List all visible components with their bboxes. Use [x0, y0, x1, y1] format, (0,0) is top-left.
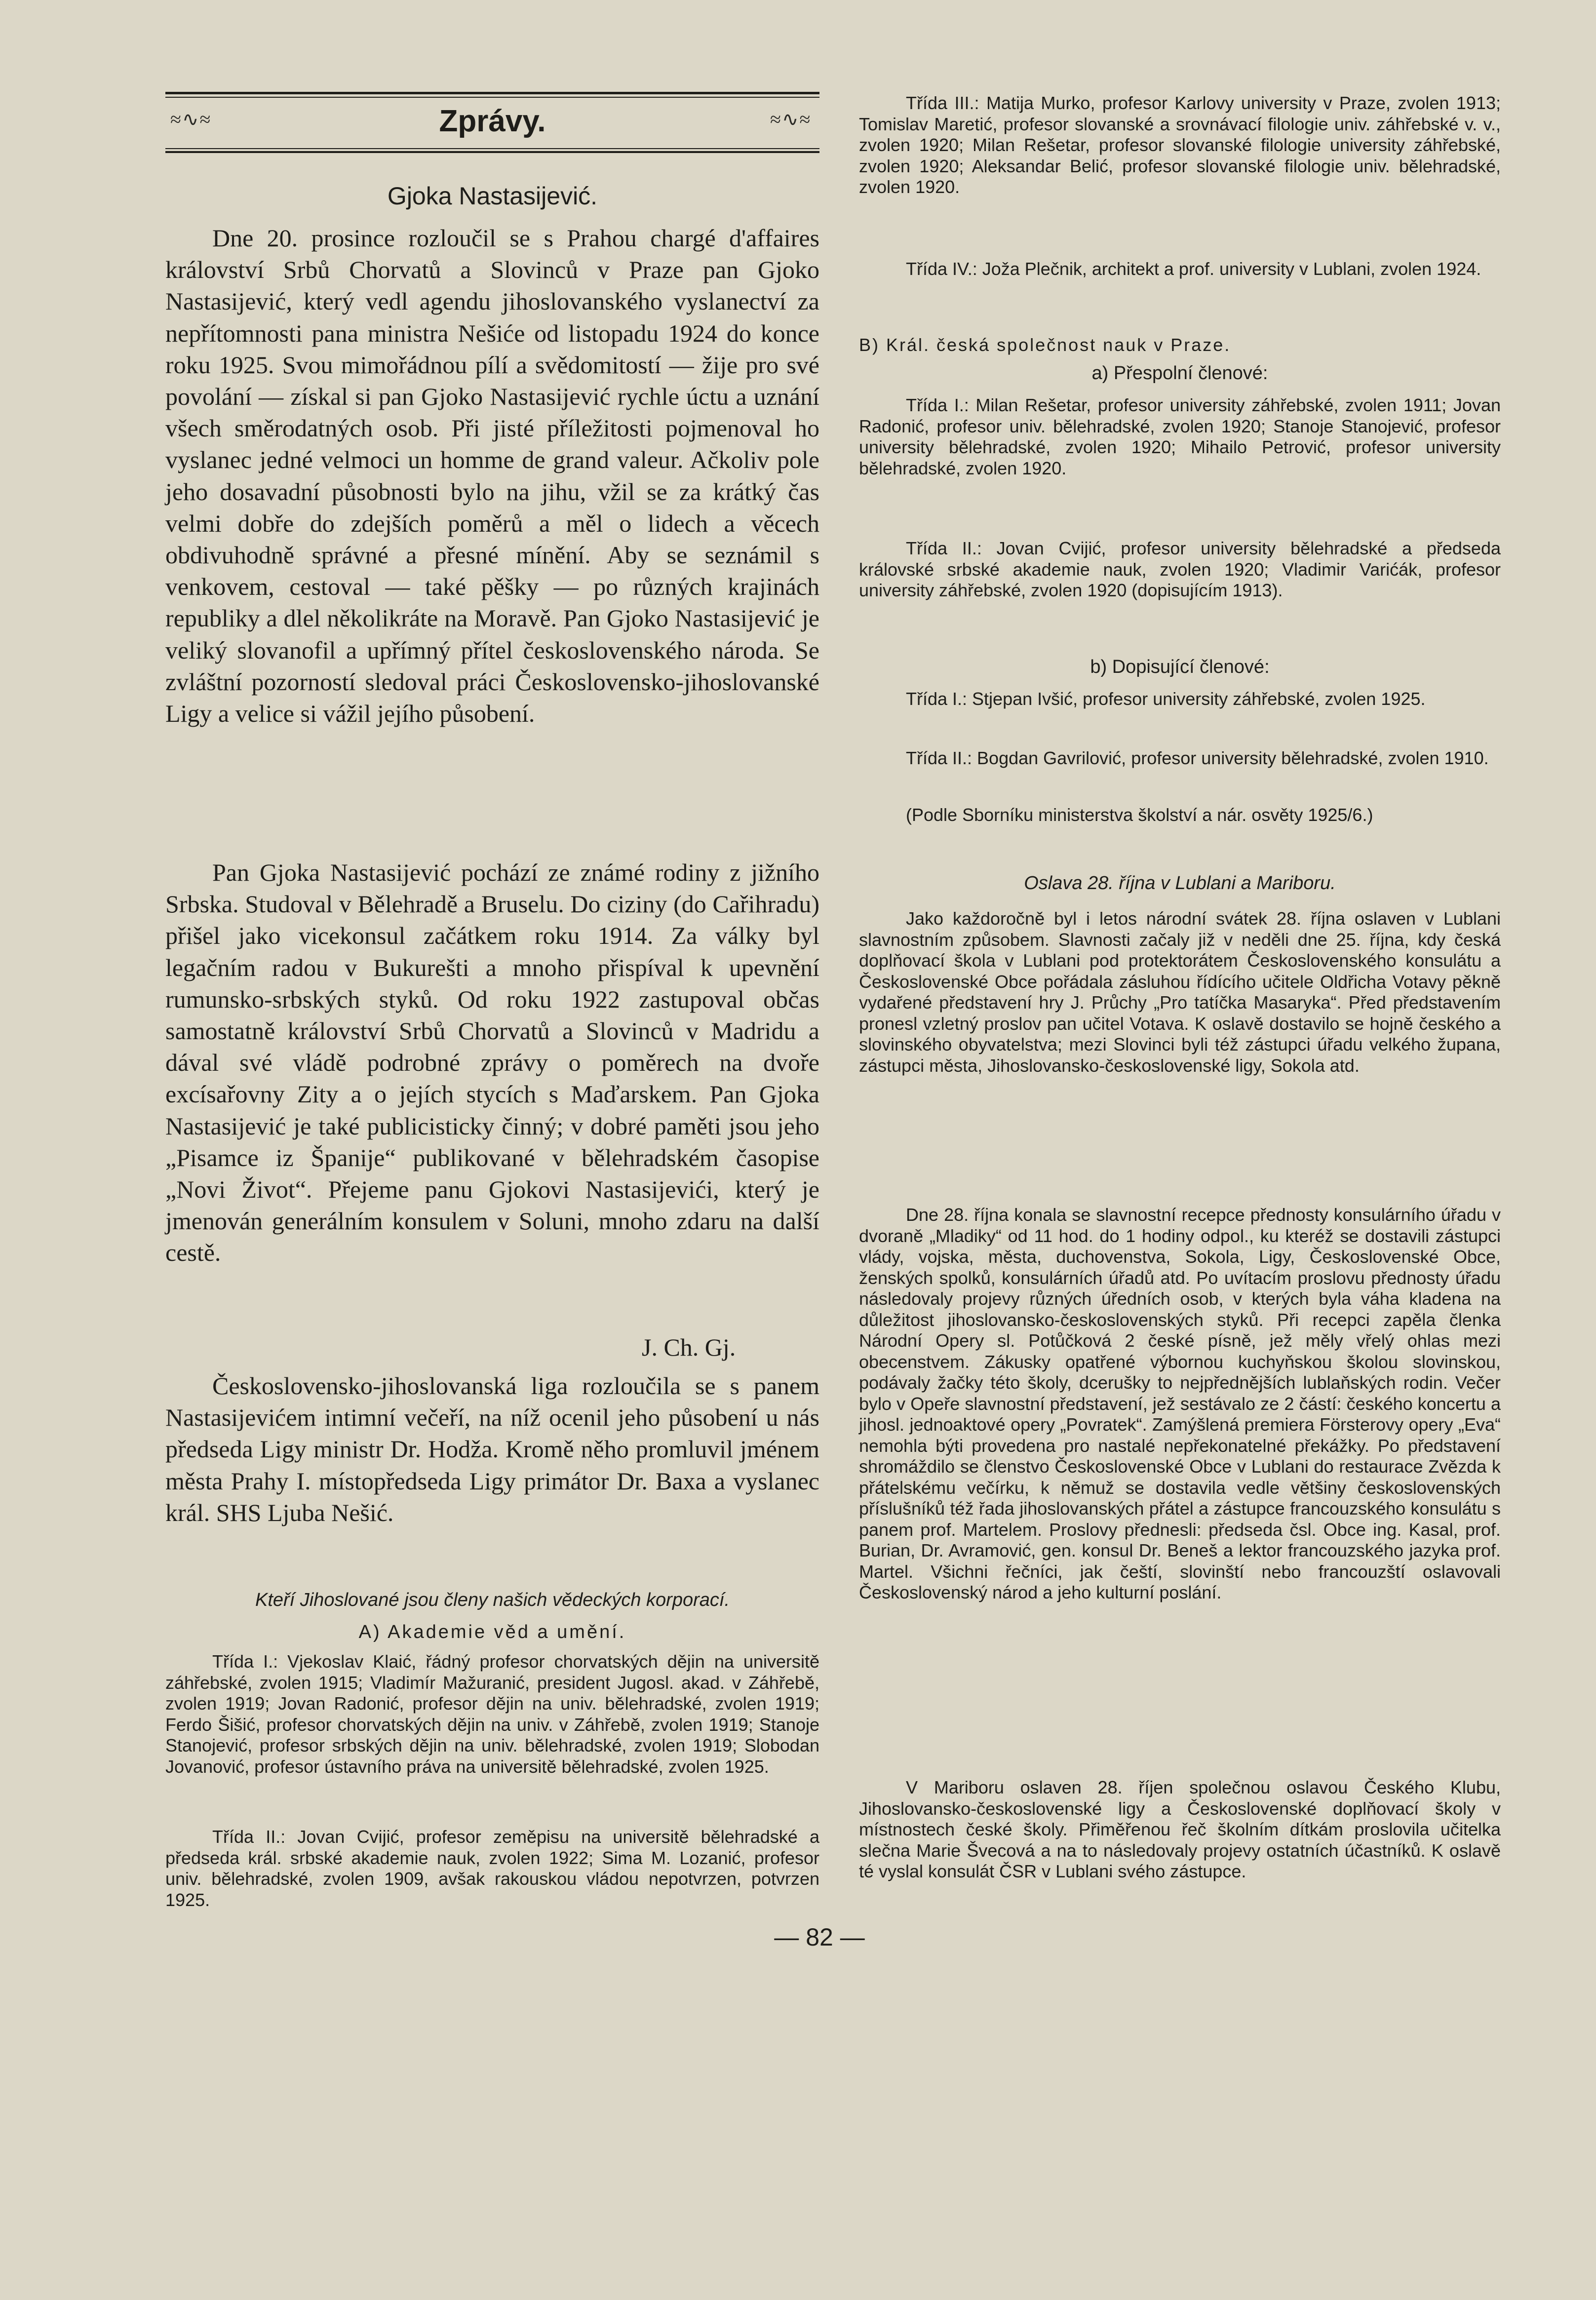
article2-b-trida-2: Třída II.: Jovan Cvijić, profesor university bělehradské a předseda královské srbské akademie nauk, zvolen 1920; Vladimir Varićák, profesor university záhřebské, zvolen 1920 (dopisujícím 1913). — [859, 538, 1501, 600]
article3-paragraph-2: Dne 28. října konala se slavnostní recepce přednosty konsulárního úřadu v dvoraně „Mladiky“ od 11 hod. do 1 hodiny odpol., ku kteréž se dostavili zástupci vlády, vojska, města, duchovenstva, Sokola, Ligy, Československé Obce, ženských spolků, konsulárních úřadů atd. Po uvítacím proslovu přednosty úřadu následovaly projevy různých úředních osob, v kterých byla váha kladena na důležitost jihoslovansko-československých styků. Při recepci zapěla členka Národní Opery sl. Potůčková 2 české písně, jež měly vřelý ohlas mezi obecenstvem. Zákusky opatřené výbornou kuchyňskou školou slovinskou, podávaly žačky této školy, dcerušky to nejpřednějších lublaňských rodin. Večer bylo v Opeře slavnostní představení, jež sestávalo ze 2 částí: českého koncertu a jihosl. jednoaktové opery „Povratek“. Zamýšlená premiera Försterovy opery „Eva“ nemohla býti provedena pro nastalé nepřekonatelné překážky. Po představení shromáždilo se členstvo Československé Obce v Lublani do restaurace Zvězda k přátelskému večírku, k němuž se dostavila vedle většiny československých příslušníků též řada jihoslovanských přátel a zástupce francouzského konsulátu s panem prof. Martelem. Proslovy přednesli: předseda čsl. Obce ing. Kasal, prof. Burian, Dr. Avramović, gen. konsul Dr. Beneš a lektor francouzského jazyka prof. Martel. Všichni řečníci, jak čeští, slovinští nebo francouzští oslavovali Československý národ a jeho kulturní poslání. — [859, 1205, 1501, 1602]
article3-paragraph-1: Jako každoročně byl i letos národní svátek 28. října oslaven v Lublani slavnostním způsobem. Slavnosti začaly již v neděli dne 25. října, kdy česká doplňovací škola v Lublani pod protektorátem Československého konsulátu a Československé Obce pořádala zásluhou řídícího učitele Oldřicha Votavy pěkně vydařené představení hry J. Průchy „Pro tatíčka Masaryka“. Před představením pronesl vzletný proslov pan učitel Votava. K oslavě dostavilo se hojně českého a slovinského obyvatelstva; mezi Slovinci byli též zástupci úřadu velkého župana, zástupci města, Jihoslovansko-československé ligy, Sokola atd. — [859, 908, 1501, 1076]
section-heading: Zprávy. — [439, 104, 546, 138]
article1-signature: J. Ch. Gj. — [642, 1333, 736, 1361]
top-rule-thin — [165, 97, 819, 98]
heading-rule-thick — [165, 151, 819, 153]
article3-title: Oslava 28. října v Lublani a Mariboru. — [1024, 873, 1336, 894]
article1-paragraph-3: Československo-jihoslovanská liga rozloučila se s panem Nastasijevićem intimní večeří, na níž ocenil jeho působení u nás předseda Ligy ministr Dr. Hodža. Kromě něho promluvil jménem města Prahy I. místopředseda Ligy primátor Dr. Baxa a vyslanec král. SHS Ljuba Nešić. — [165, 1372, 819, 1526]
article2-trida-4: Třída IV.: Joža Plečnik, architekt a prof. university v Lublani, zvolen 1924. — [906, 259, 1481, 279]
article2-trida-3: Třída III.: Matija Murko, profesor Karlovy university v Praze, zvolen 1913; Tomislav Maretić, profesor slovanské a srovnávací filologie univ. záhřebské v. v., zvolen 1920; Milan Rešetar, profesor slovanské filologie university záhřebské, zvolen 1920; Aleksandar Belić, profesor slovanské filologie univ. bělehradské, zvolen 1920. — [859, 93, 1501, 197]
article1-paragraph-1: Dne 20. prosince rozloučil se s Prahou chargé d'affaires království Srbů Chorvatů a Slovinců v Praze pan Gjoko Nastasijević, který vedl agendu jihoslovanského vyslanectví za nepřítomnosti pana ministra Nešiće od listopadu 1924 do konce roku 1925. Svou mimořádnou pílí a svědomitostí — žije pro své povolání — získal si pan Gjoko Nastasijević rychle úctu a uznání všech směrodatných osob. Při jisté příležitosti pojmenoval ho vyslanec jedné velmoci un homme de grand valeur. Ačkoliv pole jeho dosavadní působnosti bylo na jihu, vžil se za krátký čas velmi dobře do zdejších poměrů a měl o lidech a věcech obdivuhodně správné a přesné mínění. Aby se seznámil s venkovem, cestoval — také pěšky — po různých krajinách republiky a dlel několikráte na Moravě. Pan Gjoko Nastasijević je veliký slovanofil a upřímný přítel československého národa. Se zvláštní pozorností sledoval práci Československo-jihoslovanské Ligy a velice si vážil jejího působení. — [165, 224, 819, 728]
article2-sub-b: b) Dopisující členové: — [1090, 657, 1270, 677]
article1-paragraph-2: Pan Gjoka Nastasijević pochází ze známé rodiny z jižního Srbska. Studoval v Bělehradě a Bruselu. Do ciziny (do Cařihradu) přišel jako vicekonsul začátkem roku 1914. Za války byl legačním radou v Bukurešti a mnoho přispíval k upevnění rumunsko-srbských styků. Od roku 1922 zastupoval občas samostatně království Srbů Chorvatů a Slovinců v Madridu a dával své vládě podrobné zprávy o poměrech na dvoře excísařovny Zity a o jejích stycích s Maďarskem. Pan Gjoka Nastasijević je také publicisticky činný; v dobré paměti jsou jeho „Pisamce iz Španije“ publikované v bělehradském časopise „Novi Život“. Přejeme panu Gjokovi Nastasijevići, který je jmenován generálním konsulem v Soluni, mnoho zdaru na další cestě. — [165, 858, 819, 1267]
article2-subtitle-a: A) Akademie věd a umění. — [358, 1622, 626, 1642]
article2-subtitle-b: B) Král. česká společnost nauk v Praze. — [859, 335, 1231, 355]
article1-title: Gjoka Nastasijević. — [387, 182, 598, 210]
heading-rule-thin — [165, 148, 819, 149]
ornament-right: ≈∿≈ — [770, 108, 812, 130]
article2-trida-1: Třída I.: Vjekoslav Klaić, řádný profesor chorvatských dějin na universitě záhřebské, zvolen 1915; Vladimír Mažuranić, president Jugosl. akad. v Záhřebě, zvolen 1919; Jovan Radonić, profesor dějin na univ. bělehradské, zvolen 1919; Ferdo Šišić, profesor chorvatských dějin na univ. v Záhřebě, zvolen 1919; Stanoje Stanojević, profesor srbských dějin na univ. bělehradské, zvolen 1919; Slobodan Jovanović, profesor ústavního práva na universitě bělehradské, zvolen 1925. — [165, 1651, 819, 1777]
article2-c-trida-1: Třída I.: Stjepan Ivšić, profesor university záhřebské, zvolen 1925. — [906, 689, 1426, 709]
top-rule-thick — [165, 92, 819, 94]
article2-title: Kteří Jihoslované jsou členy našich vědeckých korporací. — [255, 1590, 730, 1610]
article2-sub-a: a) Přespolní členové: — [1091, 363, 1268, 384]
ornament-left: ≈∿≈ — [170, 108, 212, 130]
article2-b-trida-1: Třída I.: Milan Rešetar, profesor university záhřebské, zvolen 1911; Jovan Radonić, profesor univ. bělehradské, zvolen 1920; Stanoje Stanojević, profesor university bělehradské, zvolen 1920; Mihailo Petrović, profesor university bělehradské, zvolen 1920. — [859, 395, 1501, 478]
article2-source: (Podle Sborníku ministerstva školství a nár. osvěty 1925/6.) — [906, 805, 1373, 825]
article3-paragraph-3: V Mariboru oslaven 28. říjen společnou oslavou Českého Klubu, Jihoslovansko-československé ligy a Československé doplňovací školy v místnostech české školy. Přiměřenou řeč školním dítkám proslovila učitelka slečna Marie Švecová a na to následovaly projevy ostatních účastníků. K oslavě té vyslal konsulát ČSR v Lublani svého zástupce. — [859, 1777, 1501, 1881]
article2-trida-2: Třída II.: Jovan Cvijić, profesor zeměpisu na universitě bělehradské a předseda král. srbské akademie nauk, zvolen 1922; Sima M. Lozanić, profesor univ. bělehradské, zvolen 1909, avšak rakouskou vládou nepotvrzen, potvrzen 1925. — [165, 1827, 819, 1910]
article2-c-trida-2: Třída II.: Bogdan Gavrilović, profesor university bělehradské, zvolen 1910. — [906, 748, 1489, 768]
page-number: — 82 — — [774, 1923, 865, 1951]
